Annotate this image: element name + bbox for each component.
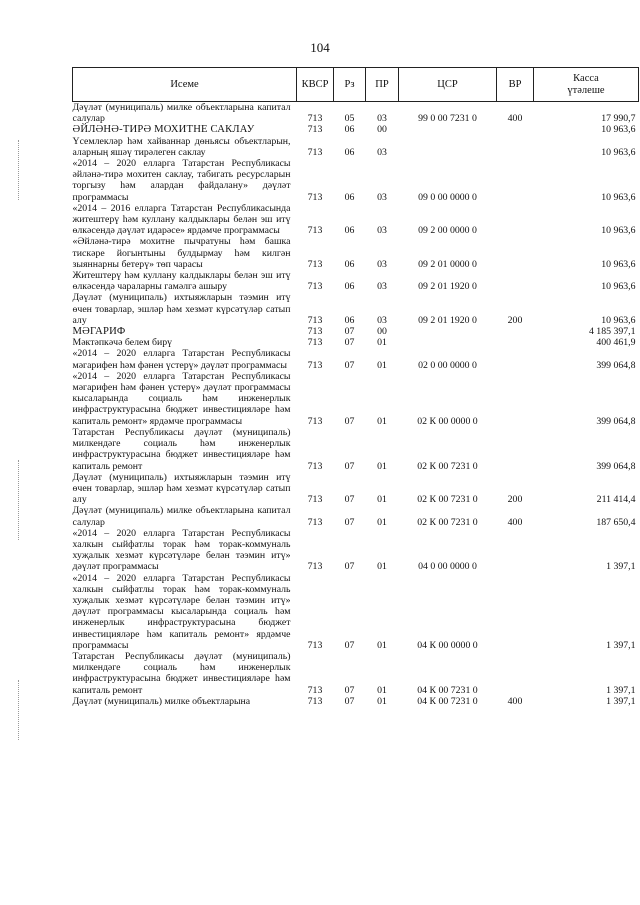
row-rz: 07 [344, 684, 355, 696]
row-amount: 211 414,4 [596, 494, 636, 506]
row-vr [497, 573, 534, 651]
header-kassa [534, 68, 639, 102]
row-vr [497, 270, 534, 292]
row-tsr: 02 К 00 7231 0 [417, 516, 478, 528]
row-amount: 399 064,8 [596, 460, 636, 472]
row-amount: 1 397,1 [606, 695, 636, 707]
row-amount: 10 963,6 [601, 124, 636, 136]
table-row [73, 102, 639, 125]
row-pr: 03 [377, 225, 387, 237]
header-pr: ПР [366, 68, 399, 102]
row-tsr [399, 136, 497, 158]
row-kvsr: 713 [307, 415, 323, 427]
table-row [73, 573, 639, 651]
row-name: Дәүләт (муниципаль) ихтыяжларын тәэмин итү өчен товарлар, эшләр һәм хезмәт күрсәтүләр сатып алу [72, 471, 291, 506]
table-row [73, 696, 639, 707]
header-vr: ВР [497, 68, 534, 102]
row-tsr: 04 К 00 7231 0 [417, 695, 478, 707]
row-amount: 10 963,6 [601, 281, 636, 293]
row-rz: 07 [344, 494, 355, 506]
row-tsr [399, 326, 497, 337]
row-vr [497, 158, 534, 203]
row-kvsr: 713 [307, 337, 323, 349]
table-row [73, 337, 639, 348]
row-vr [497, 651, 534, 696]
row-kvsr: 713 [307, 695, 323, 707]
row-tsr: 99 0 00 7231 0 [418, 113, 477, 125]
row-amount: 10 963,6 [601, 258, 636, 270]
row-pr: 03 [377, 314, 387, 326]
row-pr: 01 [377, 494, 387, 506]
row-tsr: 04 0 00 0000 0 [418, 561, 477, 573]
row-pr: 03 [377, 146, 387, 158]
row-tsr: 02 К 00 7231 0 [417, 460, 478, 472]
row-vr [497, 337, 534, 348]
table-row [73, 371, 639, 427]
row-vr: 400 [507, 113, 523, 125]
row-name: «2014 – 2020 елларга Татарстан Республикасы мәгарифен һәм фәнен үстерү» дәүләт программасы [72, 348, 291, 371]
header-kvsr: КВСР [297, 68, 334, 102]
row-rz: 07 [344, 695, 355, 707]
row-pr: 01 [377, 684, 387, 696]
row-vr: 200 [507, 314, 523, 326]
margin-mark [18, 460, 20, 540]
row-rz: 07 [344, 337, 355, 349]
table-header-row [73, 68, 639, 102]
header-kassa-line2: үтәлеше [567, 84, 605, 96]
row-kvsr: 713 [307, 281, 323, 293]
header-rz: Рз [334, 68, 366, 102]
row-amount: 10 963,6 [601, 191, 636, 203]
row-kvsr: 713 [307, 146, 323, 158]
row-tsr: 09 2 01 1920 0 [418, 281, 477, 293]
row-amount: 4 185 397,1 [588, 326, 636, 338]
row-rz: 07 [344, 415, 355, 427]
row-name: «2014 – 2020 елларга Татарстан Республикасы мәгарифен һәм фәнен үстерү» дәүләт программасы кысаларында социаль һәм инженерлык инфраструктурасына бюджет инвестицияләре һәм капиталь ремонт» ярдәмче программасы [72, 370, 291, 427]
row-pr: 01 [377, 415, 387, 427]
table-row [73, 136, 639, 158]
row-name: Татарстан Республикасы дәүләт (муниципаль) милкендәге социаль һәм инженерлык инфраструктурасына бюджет инвестицияләре һәм капиталь ремонт [72, 426, 291, 472]
row-amount: 10 963,6 [601, 146, 636, 158]
row-vr: 400 [507, 695, 523, 707]
row-rz: 06 [344, 124, 355, 136]
row-vr: 400 [507, 516, 523, 528]
row-tsr: 09 2 01 1920 0 [418, 314, 477, 326]
row-name: «2014 – 2020 елларга Татарстан Республикасы халкын сыйфатлы торак һәм торак-коммуналь хуҗалык хезмәт күрсәтүләре белән тәэмин итү» дәүләт программасы [72, 527, 291, 573]
row-name: Мәктәпкәчә белем бирү [72, 337, 173, 349]
row-kvsr: 713 [307, 258, 323, 270]
row-name: Дәүләт (муниципаль) милке объектларына капитал салулар [72, 102, 291, 125]
row-rz: 07 [344, 516, 355, 528]
row-vr: 200 [507, 494, 523, 506]
row-tsr: 09 2 00 0000 0 [418, 225, 477, 237]
table-row [73, 124, 639, 135]
table-row [73, 528, 639, 573]
row-pr: 01 [377, 561, 387, 573]
table-row [73, 236, 639, 270]
header-name: Исеме [73, 68, 297, 102]
row-amount: 399 064,8 [596, 415, 636, 427]
row-tsr [399, 337, 497, 348]
row-rz: 05 [344, 113, 355, 125]
row-name: «2014 – 2016 елларга Татарстан Республикасында житештерү һәм куллану калдыклары белән эш итү өлкәсендә дәүләт идарәсе» ярдәмче программасы [72, 202, 291, 237]
budget-table-container [72, 67, 638, 707]
row-amount: 399 064,8 [596, 359, 636, 371]
row-kvsr: 713 [307, 494, 323, 506]
row-amount: 1 397,1 [606, 684, 636, 696]
row-kvsr: 713 [307, 561, 323, 573]
row-vr [497, 203, 534, 237]
row-amount: 187 650,4 [596, 516, 636, 528]
row-amount: 1 397,1 [606, 639, 636, 651]
row-tsr: 02 0 00 0000 0 [418, 359, 477, 371]
row-tsr: 09 2 01 0000 0 [418, 258, 477, 270]
row-amount: 10 963,6 [601, 314, 636, 326]
row-rz: 06 [344, 258, 355, 270]
row-pr: 03 [377, 258, 387, 270]
row-kvsr: 713 [307, 124, 323, 136]
row-name: Үсемлекләр һәм хайваннар дөньясы объектларын, аларның яшәү тирәлеген саклау [72, 135, 291, 158]
row-tsr: 04 К 00 7231 0 [417, 684, 478, 696]
row-kvsr: 713 [307, 684, 323, 696]
header-kassa-line1: Касса [573, 72, 599, 84]
table-row [73, 270, 639, 292]
row-vr [497, 371, 534, 427]
row-pr: 01 [377, 460, 387, 472]
row-rz: 06 [344, 225, 355, 237]
row-kvsr: 713 [307, 314, 323, 326]
table-row [73, 292, 639, 326]
header-tsr: ЦСР [399, 68, 497, 102]
row-rz: 06 [344, 191, 355, 203]
budget-table [72, 67, 639, 707]
row-name: «2014 – 2020 елларга Татарстан Республикасы халкын сыйфатлы торак һәм торак-коммуналь хуҗалык хезмәт күрсәтүләре белән тәэмин итү» дәүләт программасы кысаларында социаль һәм инженерлык инфраструктурасына бюджет инвестицияләре һәм капиталь ремонт» ярдәмче программасы [72, 572, 291, 651]
row-rz: 06 [344, 281, 355, 293]
row-name: Дәүләт (муниципаль) милке объектларына капитал салулар [72, 505, 291, 528]
row-rz: 06 [344, 314, 355, 326]
margin-mark [18, 140, 20, 200]
row-kvsr: 713 [307, 359, 323, 371]
row-pr: 01 [377, 359, 387, 371]
row-pr: 01 [377, 337, 387, 349]
row-vr [497, 326, 534, 337]
row-name: «Әйләнә-тирә мохитне пычратуны һәм башка тискәре йогынтыны булдырмау һәм килгән зыяннарны бетерү» төп чарасы [72, 236, 291, 270]
table-row [73, 472, 639, 506]
row-pr: 00 [377, 124, 387, 136]
row-pr: 01 [377, 695, 387, 707]
row-kvsr: 713 [307, 191, 323, 203]
row-pr: 03 [377, 281, 387, 293]
row-pr: 03 [377, 191, 387, 203]
row-rz: 06 [344, 146, 355, 158]
row-name: ӘЙЛӘНӘ-ТИРӘ МОХИТНЕ САКЛАУ [72, 124, 255, 136]
row-name: Дәүләт (муниципаль) милке объектларына [72, 695, 251, 707]
row-rz: 07 [344, 639, 355, 651]
row-kvsr: 713 [307, 639, 323, 651]
row-vr [497, 348, 534, 370]
row-tsr: 09 0 00 0000 0 [418, 191, 477, 203]
row-tsr: 02 К 00 7231 0 [417, 494, 478, 506]
row-pr: 01 [377, 516, 387, 528]
row-name: Дәүләт (муниципаль) ихтыяжларын тәэмин итү өчен товарлар, эшләр һәм хезмәт күрсәтүләр сатып алу [72, 292, 291, 326]
row-amount: 1 397,1 [606, 561, 636, 573]
row-name: «2014 – 2020 елларга Татарстан Республикасы әйләнә-тирә мохитен саклау, табигать ресурсларын торгызу һәм алардан файдалану» дәүләт программасы [72, 158, 291, 203]
row-vr [497, 528, 534, 573]
row-vr [497, 124, 534, 135]
row-rz: 07 [344, 359, 355, 371]
row-vr [497, 136, 534, 158]
row-tsr: 04 К 00 0000 0 [417, 639, 478, 651]
row-name: МӘГАРИФ [72, 326, 126, 338]
table-row [73, 651, 639, 696]
table-row [73, 203, 639, 237]
row-kvsr: 713 [307, 326, 323, 338]
page-number: 104 [310, 40, 330, 55]
table-row [73, 158, 639, 203]
row-amount: 400 461,9 [596, 337, 636, 349]
row-amount: 10 963,6 [601, 225, 636, 237]
row-vr [497, 236, 534, 270]
row-name: Татарстан Республикасы дәүләт (муниципаль) милкендәге социаль һәм инженерлык инфраструктурасына бюджет инвестицияләре һәм капиталь ремонт [72, 650, 291, 696]
table-row [73, 427, 639, 472]
table-row [73, 348, 639, 370]
row-pr: 03 [377, 113, 387, 125]
row-tsr: 02 К 00 0000 0 [417, 415, 478, 427]
row-rz: 07 [344, 460, 355, 472]
table-row [73, 505, 639, 527]
row-kvsr: 713 [307, 516, 323, 528]
row-pr: 00 [377, 326, 387, 338]
row-rz: 07 [344, 326, 355, 338]
row-rz: 07 [344, 561, 355, 573]
row-kvsr: 713 [307, 225, 323, 237]
margin-mark [18, 680, 20, 740]
row-tsr [399, 124, 497, 135]
row-pr: 01 [377, 639, 387, 651]
row-name: Житештерү һәм куллану калдыклары белән эш итү өлкәсендә чараларны гамәлгә ашыру [72, 270, 291, 293]
row-kvsr: 713 [307, 460, 323, 472]
row-vr [497, 427, 534, 472]
row-kvsr: 713 [307, 113, 323, 125]
table-row [73, 326, 639, 337]
row-amount: 17 990,7 [601, 113, 636, 125]
